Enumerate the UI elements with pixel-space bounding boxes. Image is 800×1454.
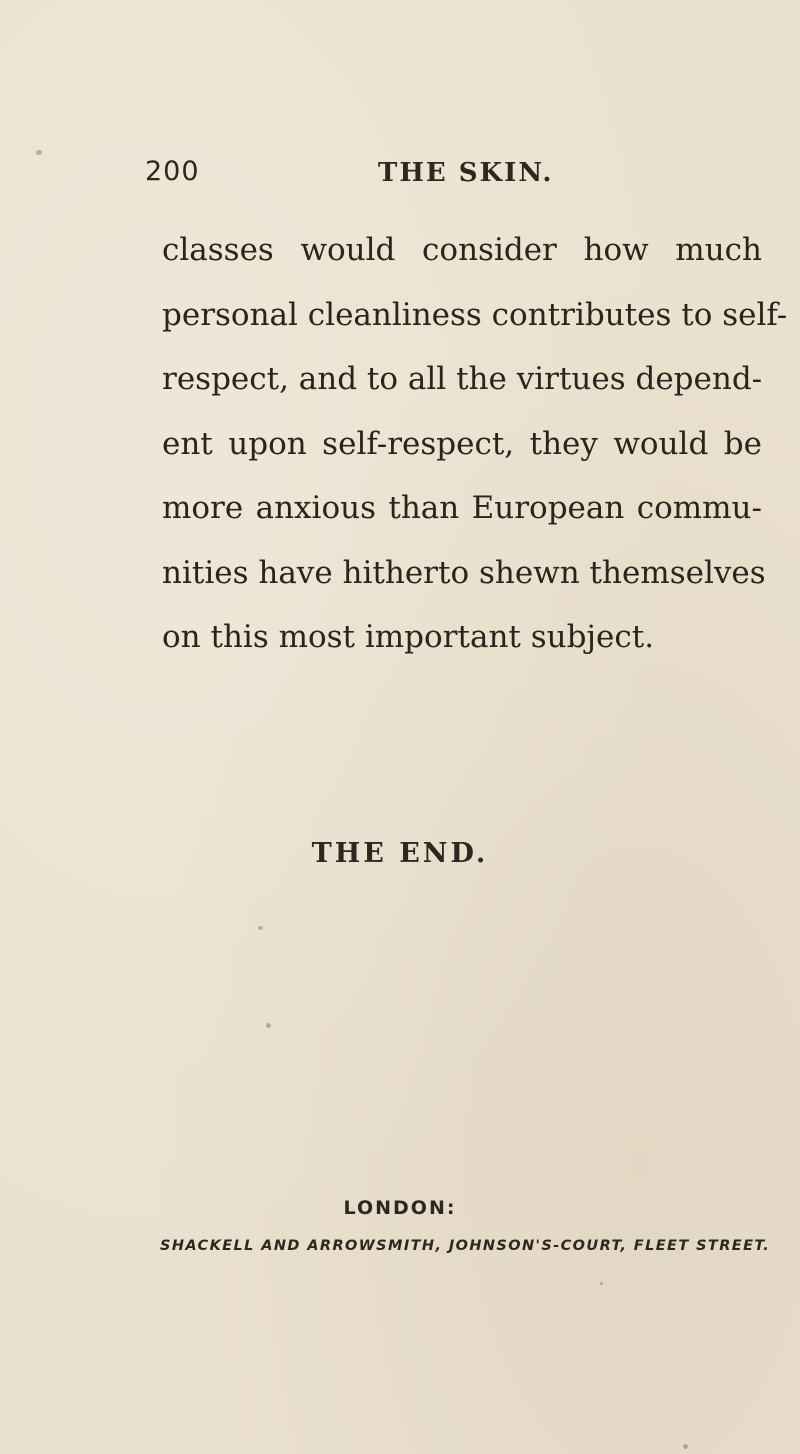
the-end-heading: THE END. <box>311 838 489 869</box>
text-line: respect, and to all the virtues depend- <box>162 361 763 397</box>
text-line: nities have hitherto shewn themselves <box>162 554 766 591</box>
body-paragraph <box>162 218 788 670</box>
page-number: 200 <box>145 156 200 187</box>
running-title: THE SKIN. <box>378 158 554 188</box>
text-line: on this most important subject. <box>162 619 655 655</box>
paper-speck <box>600 1282 603 1285</box>
imprint-printer: SHACKELL AND ARROWSMITH, JOHNSON'S-COURT, FLEET STREET. <box>160 1238 771 1254</box>
text-line: more anxious than European commu- <box>162 490 762 526</box>
text-line: personal cleanliness contributes to self- <box>162 296 788 333</box>
paper-speck <box>258 926 263 930</box>
imprint-city: LONDON: <box>343 1197 457 1219</box>
paper-speck <box>266 1023 271 1028</box>
running-head <box>145 156 765 196</box>
paper-speck <box>36 150 42 155</box>
paper-speck <box>683 1444 688 1449</box>
text-line: ent upon self-respect, they would be <box>162 425 762 462</box>
text-line: classes would consider how much <box>162 232 762 268</box>
